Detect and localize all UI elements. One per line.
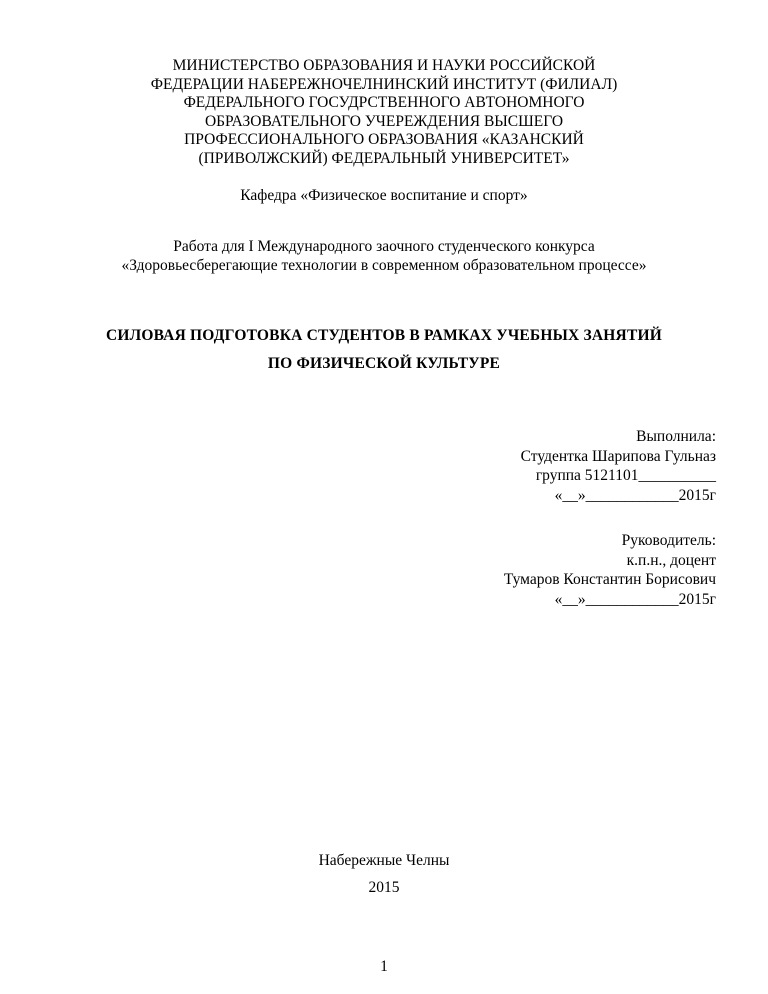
- supervisor-label: Руководитель:: [621, 532, 716, 549]
- department: [0, 187, 768, 206]
- contest-line: «Здоровьесберегающие технологии в современном образовательном процессе»: [121, 256, 647, 274]
- ministry-line: (ПРИВОЛЖСКИЙ) ФЕДЕРАЛЬНЫЙ УНИВЕРСИТЕТ»: [198, 149, 570, 167]
- supervisor-degree: к.п.н., доцент: [626, 551, 716, 569]
- contest-info: [0, 238, 768, 275]
- ministry-line: ОБРАЗОВАТЕЛЬНОГО УЧЕРЕЖДЕНИЯ ВЫСШЕГО: [204, 112, 564, 130]
- document-title: [0, 322, 768, 378]
- performer-label: Выполнила:: [636, 428, 716, 445]
- performer-group: группа 5121101__________: [535, 467, 716, 484]
- ministry-line: ПРОФЕССИОНАЛЬНОГО ОБРАЗОВАНИЯ «КАЗАНСКИЙ: [184, 131, 584, 148]
- supervisor-block: [504, 531, 716, 609]
- title-line: ПО ФИЗИЧЕСКОЙ КУЛЬТУРЕ: [267, 355, 501, 372]
- contest-line: Работа для I Международного заочного студенческого конкурса: [173, 238, 595, 255]
- page-number: 1: [380, 958, 388, 975]
- performer-block: [521, 427, 716, 505]
- year: 2015: [368, 879, 400, 896]
- city: Набережные Челны: [318, 852, 450, 869]
- ministry-line: ФЕДЕРАЛЬНОГО ГОСУДРСТВЕННОГО АВТОНОМНОГО: [183, 94, 585, 111]
- city-year-footer: [0, 847, 768, 901]
- title-line: СИЛОВАЯ ПОДГОТОВКА СТУДЕНТОВ В РАМКАХ УЧЕБНЫХ ЗАНЯТИЙ: [105, 327, 663, 344]
- ministry-line: МИНИСТЕРСТВО ОБРАЗОВАНИЯ И НАУКИ РОССИЙСКОЙ: [172, 57, 596, 74]
- ministry-header: [0, 57, 768, 168]
- performer-name: Студентка Шарипова Гульназ: [520, 447, 716, 465]
- supervisor-name: Тумаров Константин Борисович: [503, 571, 716, 588]
- supervisor-date: «__»____________2015г: [554, 590, 716, 608]
- page-number-footer: [0, 958, 768, 976]
- department-name: Кафедра «Физическое воспитание и спорт»: [240, 187, 528, 204]
- ministry-line: ФЕДЕРАЦИИ НАБЕРЕЖНОЧЕЛНИНСКИЙ ИНСТИТУТ (ФИЛИАЛ): [150, 75, 618, 93]
- performer-date: «__»____________2015г: [554, 486, 716, 504]
